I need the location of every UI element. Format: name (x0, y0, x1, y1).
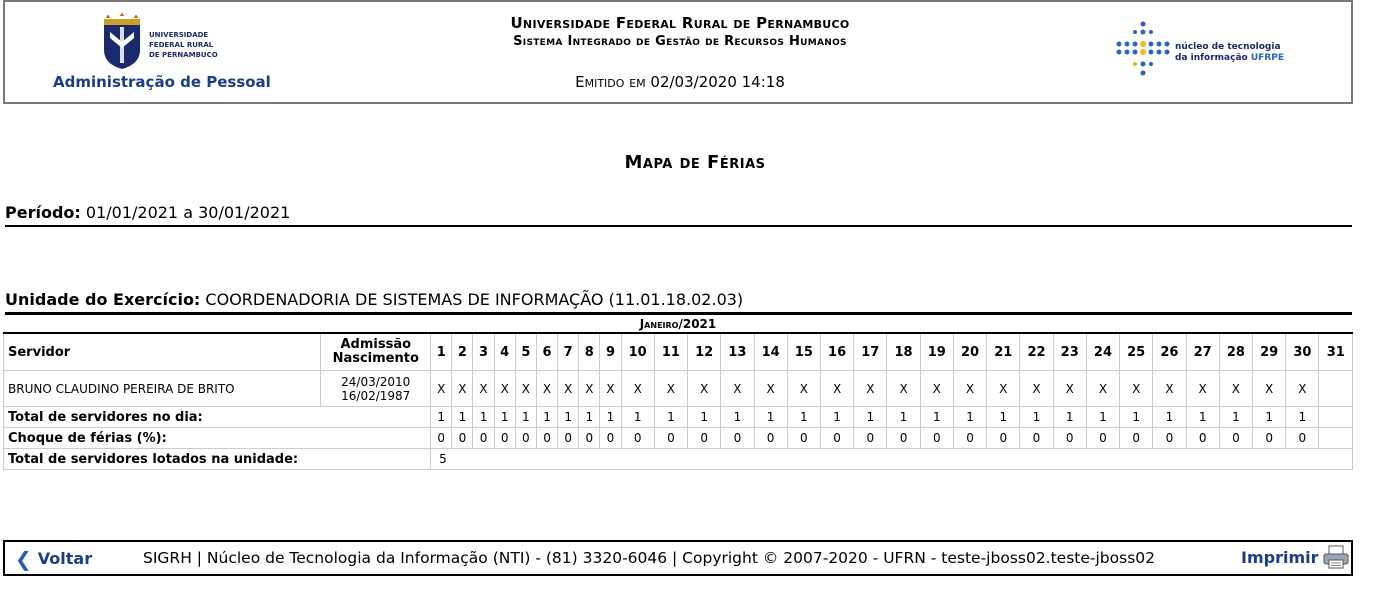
report-header (3, 0, 1353, 104)
unidade-label: Unidade do Exercício: (5, 290, 201, 309)
choque-ferias-cell: 0 (494, 428, 515, 449)
total-dia-cell: 1 (579, 407, 600, 428)
day-mark-cell: X (920, 371, 953, 407)
col-day: 17 (854, 333, 887, 371)
periodo-line (5, 203, 1352, 227)
unidade-line (5, 290, 1352, 315)
total-dia-cell: 1 (1053, 407, 1086, 428)
choque-ferias-cell: 0 (820, 428, 853, 449)
day-mark-cell: X (1219, 371, 1252, 407)
col-day: 16 (820, 333, 853, 371)
col-day: 27 (1186, 333, 1219, 371)
periodo-value: 01/01/2021 a 30/01/2021 (85, 203, 291, 222)
choque-ferias-cell: 0 (1253, 428, 1286, 449)
choque-ferias-cell: 0 (621, 428, 654, 449)
total-dia-cell: 1 (654, 407, 687, 428)
col-day: 30 (1286, 333, 1319, 371)
column-header-row (4, 333, 1353, 371)
choque-ferias-cell: 0 (1286, 428, 1319, 449)
day-mark-cell: X (754, 371, 787, 407)
day-mark-cell: X (600, 371, 621, 407)
total-dia-cell: 1 (688, 407, 721, 428)
total-dia-cell: 1 (431, 407, 452, 428)
total-lotados-row (4, 449, 1353, 470)
chevron-left-icon: ❮ (15, 547, 32, 571)
choque-ferias-cell: 0 (558, 428, 579, 449)
col-day: 20 (953, 333, 986, 371)
day-mark-cell: X (688, 371, 721, 407)
choque-ferias-cell: 0 (536, 428, 557, 449)
choque-ferias-label: Choque de férias (%): (4, 428, 431, 449)
choque-ferias-cell: 0 (1053, 428, 1086, 449)
choque-ferias-cell: 0 (987, 428, 1020, 449)
day-mark-cell: X (494, 371, 515, 407)
col-day: 13 (721, 333, 754, 371)
day-mark-cell: X (621, 371, 654, 407)
col-day: 29 (1253, 333, 1286, 371)
col-day: 10 (621, 333, 654, 371)
total-dia-cell: 1 (1020, 407, 1053, 428)
col-day: 4 (494, 333, 515, 371)
col-day: 7 (558, 333, 579, 371)
nti-dots-icon (1115, 20, 1171, 80)
nascimento-date: 16/02/1987 (341, 388, 411, 403)
total-dia-cell: 1 (1219, 407, 1252, 428)
day-mark-cell: X (452, 371, 473, 407)
servidor-name: BRUNO CLAUDINO PEREIRA DE BRITO (4, 371, 321, 407)
total-dia-cell: 1 (887, 407, 920, 428)
choque-ferias-cell: 0 (721, 428, 754, 449)
admissao-nascimento-cell (321, 371, 431, 407)
total-dia-label: Total de servidores no dia: (4, 407, 431, 428)
mapa-ferias-table (3, 316, 1353, 470)
col-day: 22 (1020, 333, 1053, 371)
total-lotados-label: Total de servidores lotados na unidade: (4, 449, 431, 470)
admissao-date: 24/03/2010 (341, 374, 411, 389)
day-mark-cell: X (654, 371, 687, 407)
admin-pessoal-label: Administração de Pessoal (53, 73, 271, 91)
choque-ferias-cell: 0 (920, 428, 953, 449)
day-mark-cell: X (953, 371, 986, 407)
footer-copyright: SIGRH | Núcleo de Tecnologia da Informação (NTI) - (81) 3320-6046 | Copyright © 2007-2020 - UFRN - teste-jboss02.teste-jboss02 (143, 549, 1156, 567)
choque-ferias-cell: 0 (1020, 428, 1053, 449)
col-day: 21 (987, 333, 1020, 371)
col-nascimento: Nascimento (332, 351, 419, 366)
day-mark-cell: X (1253, 371, 1286, 407)
day-mark-cell: X (887, 371, 920, 407)
printer-icon[interactable] (1323, 545, 1349, 569)
footer-bar (3, 540, 1353, 576)
total-dia-cell: 1 (1086, 407, 1119, 428)
day-mark-cell: X (431, 371, 452, 407)
choque-ferias-cell: 0 (1153, 428, 1186, 449)
total-dia-cell: 1 (536, 407, 557, 428)
col-admissao: Admissão (340, 337, 412, 352)
total-dia-cell: 1 (600, 407, 621, 428)
choque-ferias-cell: 0 (1186, 428, 1219, 449)
col-day: 5 (515, 333, 536, 371)
day-mark-cell: X (1153, 371, 1186, 407)
choque-ferias-cell: 0 (515, 428, 536, 449)
day-mark-cell: X (1120, 371, 1153, 407)
day-mark-cell: X (987, 371, 1020, 407)
choque-ferias-cell: 0 (473, 428, 494, 449)
day-mark-cell: X (854, 371, 887, 407)
choque-ferias-cell: 0 (787, 428, 820, 449)
col-day: 3 (473, 333, 494, 371)
day-mark-cell: X (787, 371, 820, 407)
voltar-link[interactable] (15, 547, 92, 571)
total-dia-cell: 1 (787, 407, 820, 428)
choque-ferias-cell: 0 (754, 428, 787, 449)
col-day: 26 (1153, 333, 1186, 371)
total-dia-cell: 1 (494, 407, 515, 428)
day-mark-cell: X (1053, 371, 1086, 407)
choque-ferias-cell: 0 (600, 428, 621, 449)
choque-ferias-cell: 0 (887, 428, 920, 449)
voltar-label: Voltar (37, 549, 93, 568)
total-dia-cell: 1 (452, 407, 473, 428)
total-dia-cell: 1 (621, 407, 654, 428)
choque-ferias-cell: 0 (854, 428, 887, 449)
month-header: Janeiro/2021 (4, 316, 1353, 333)
day-mark-cell: X (515, 371, 536, 407)
total-dia-cell: 1 (987, 407, 1020, 428)
col-day: 19 (920, 333, 953, 371)
day-mark-cell: X (536, 371, 557, 407)
choque-ferias-cell: 0 (953, 428, 986, 449)
unidade-value: COORDENADORIA DE SISTEMAS DE INFORMAÇÃO (11.01.18.02.03) (205, 290, 744, 309)
total-dia-cell: 1 (1286, 407, 1319, 428)
total-dia-cell: 1 (721, 407, 754, 428)
day-mark-cell (1319, 371, 1353, 407)
total-dia-cell: 1 (558, 407, 579, 428)
choque-ferias-cell: 0 (431, 428, 452, 449)
system-subtitle: Sistema Integrado de Gestão de Recursos Humanos (513, 34, 847, 49)
col-day: 6 (536, 333, 557, 371)
total-dia-cell: 1 (515, 407, 536, 428)
day-mark-cell: X (1286, 371, 1319, 407)
imprimir-link[interactable]: Imprimir (1241, 548, 1319, 567)
col-day: 12 (688, 333, 721, 371)
day-mark-cell: X (558, 371, 579, 407)
total-dia-cell: 1 (1186, 407, 1219, 428)
day-mark-cell: X (721, 371, 754, 407)
total-dia-cell: 1 (920, 407, 953, 428)
month-header-row (4, 316, 1353, 333)
day-mark-cell: X (473, 371, 494, 407)
col-day: 14 (754, 333, 787, 371)
total-dia-row (4, 407, 1353, 428)
col-day: 9 (600, 333, 621, 371)
col-admissao-nascimento (321, 333, 431, 371)
total-dia-cell: 1 (1253, 407, 1286, 428)
choque-ferias-row (4, 428, 1353, 449)
total-dia-cell (1319, 407, 1353, 428)
col-day: 11 (654, 333, 687, 371)
total-lotados-value: 5 (431, 449, 1353, 470)
table-row (4, 371, 1353, 407)
choque-ferias-cell: 0 (452, 428, 473, 449)
total-dia-cell: 1 (854, 407, 887, 428)
total-dia-cell: 1 (1153, 407, 1186, 428)
col-day: 1 (431, 333, 452, 371)
day-mark-cell: X (1086, 371, 1119, 407)
page-title: Mapa de Férias (624, 152, 766, 173)
total-dia-cell: 1 (754, 407, 787, 428)
choque-ferias-cell: 0 (688, 428, 721, 449)
total-dia-cell: 1 (1120, 407, 1153, 428)
col-day: 23 (1053, 333, 1086, 371)
choque-ferias-cell: 0 (579, 428, 600, 449)
university-title: Universidade Federal Rural de Pernambuco (510, 14, 850, 32)
choque-ferias-cell: 0 (1219, 428, 1252, 449)
day-mark-cell: X (820, 371, 853, 407)
ufrpe-seal-icon (100, 12, 144, 70)
col-day: 25 (1120, 333, 1153, 371)
emitido-timestamp: Emitido em 02/03/2020 14:18 (575, 73, 785, 91)
choque-ferias-cell: 0 (1086, 428, 1119, 449)
col-day: 24 (1086, 333, 1119, 371)
col-day: 2 (452, 333, 473, 371)
day-mark-cell: X (1186, 371, 1219, 407)
col-day: 18 (887, 333, 920, 371)
ufrpe-logo (53, 10, 273, 95)
nti-logo (1115, 20, 1315, 80)
header-titles (385, 14, 975, 50)
col-day: 15 (787, 333, 820, 371)
col-day: 31 (1319, 333, 1353, 371)
choque-ferias-cell: 0 (1120, 428, 1153, 449)
day-mark-cell: X (1020, 371, 1053, 407)
total-dia-cell: 1 (953, 407, 986, 428)
col-day: 8 (579, 333, 600, 371)
periodo-label: Período: (5, 203, 81, 222)
nti-logo-text: núcleo de tecnologia da informação UFRPE (1175, 42, 1285, 63)
total-dia-cell: 1 (820, 407, 853, 428)
choque-ferias-cell (1319, 428, 1353, 449)
col-servidor: Servidor (4, 333, 321, 371)
day-mark-cell: X (579, 371, 600, 407)
ufrpe-logo-text: UNIVERSIDADE FEDERAL RURAL DE PERNAMBUCO (149, 31, 218, 59)
choque-ferias-cell: 0 (654, 428, 687, 449)
col-day: 28 (1219, 333, 1252, 371)
total-dia-cell: 1 (473, 407, 494, 428)
